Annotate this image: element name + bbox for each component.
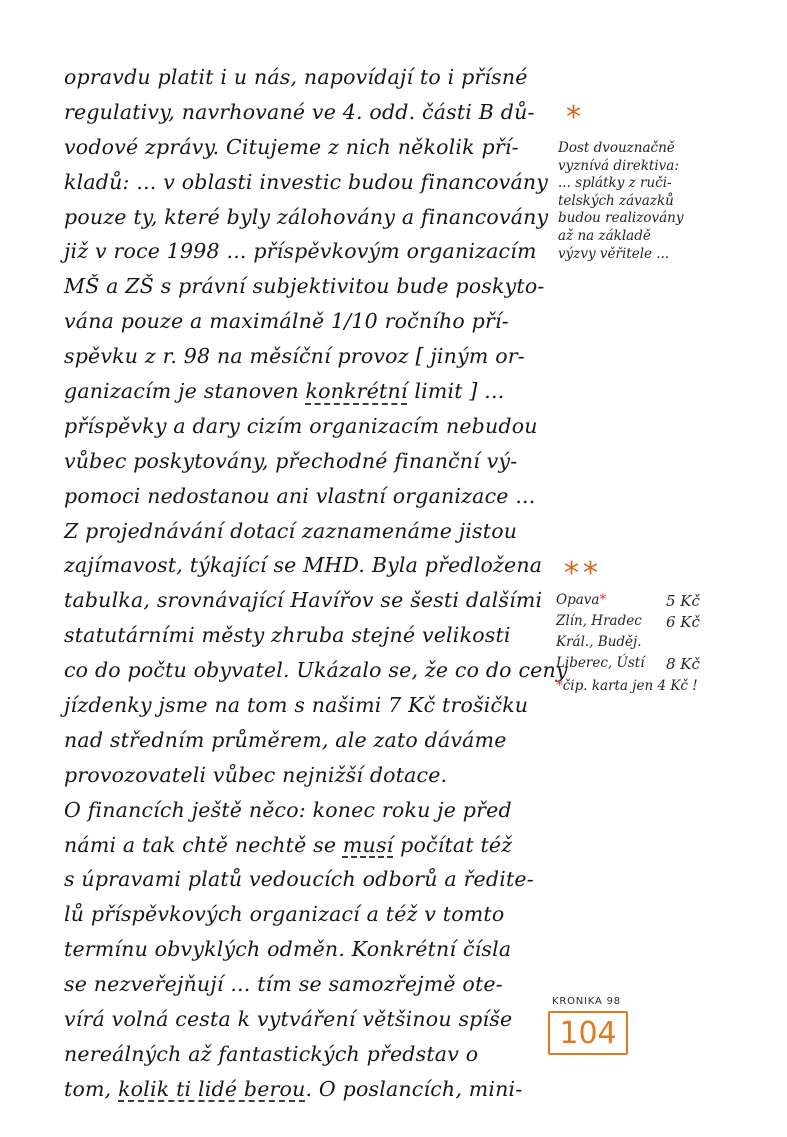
margin-note-fares	[556, 592, 781, 694]
fare-row	[556, 634, 781, 655]
fare-city: Král., Buděj.	[556, 634, 642, 650]
fare-price: 6 Kč	[666, 613, 700, 631]
fare-city: Opava	[556, 592, 600, 608]
text-line: lů příspěvkových organizací a též v tomto	[64, 902, 505, 927]
text-line: příspěvky a dary cizím organizacím nebudou	[64, 413, 538, 438]
text-line: s úpravami platů vedoucích odborů a ředite-	[64, 867, 534, 892]
fare-city: Liberec, Ústí	[556, 655, 645, 671]
text-line: vírá volná cesta k vytváření většinou spíše	[64, 1007, 513, 1032]
note-line: telských závazků	[558, 192, 674, 209]
text-line: MŠ a ZŠ s právní subjektivitou bude poskyto-	[64, 274, 545, 299]
footnote-marker-double: **	[564, 556, 602, 591]
text-line: regulativy, navrhované ve 4. odd. části B dů-	[64, 99, 535, 124]
main-text	[64, 60, 568, 1107]
text-line: se nezveřejňují ... tím se samozřejmě ote-	[64, 972, 503, 997]
text-line: zajímavost, týkající se MHD. Byla předložena	[64, 553, 543, 578]
text-fragment: . O poslancích, mini-	[305, 1076, 523, 1101]
text-line: vůbec poskytovány, přechodné finanční vý-	[64, 448, 518, 473]
note-line: ... splátky z ruči-	[558, 175, 672, 192]
text-line: pomoci nedostanou ani vlastní organizace ...	[64, 483, 536, 508]
text-fragment: ganizacím je stanoven	[64, 379, 299, 404]
text-line: termínu obvyklých odměn. Konkrétní čísla	[64, 937, 512, 962]
note-line: až na základě	[558, 227, 651, 244]
underlined-word: konkrétní	[305, 379, 408, 404]
text-line: opravdu platit i u nás, napovídají to i přísné	[64, 65, 528, 89]
text-fragment: námi a tak chtě nechtě se	[64, 832, 337, 857]
page-number-box	[548, 1011, 628, 1055]
text-line: jízdenky jsme na tom s našimi 7 Kč trošičku	[64, 693, 529, 718]
text-line: nereálných až fantastických představ o	[64, 1041, 479, 1066]
margin-note-directive	[558, 140, 778, 263]
underlined-phrase: kolik ti lidé berou	[118, 1076, 306, 1101]
text-line: vodové zprávy. Citujeme z nich několik pří-	[64, 134, 519, 159]
text-line	[64, 1072, 544, 1107]
text-line	[64, 374, 544, 409]
text-fragment: limit ] ...	[414, 379, 505, 404]
text-line: kladů: ... v oblasti investic budou financovány	[64, 169, 549, 194]
text-line: vána pouze a maximálně 1/10 ročního pří-	[64, 309, 509, 334]
footnote-marker-single: *	[566, 100, 583, 135]
text-line: provozovateli vůbec nejnižší dotace.	[64, 762, 448, 787]
fare-row	[556, 592, 781, 613]
text-line: již v roce 1998 ... příspěvkovým organizacím	[64, 239, 537, 264]
text-fragment: počítat též	[400, 832, 513, 857]
text-line: statutárními městy zhruba stejné velikosti	[64, 623, 511, 648]
chronicle-label: KRONIKA 98	[552, 996, 621, 1007]
text-line: pouze ty, které byly zálohovány a financovány	[64, 204, 549, 229]
fare-star: *	[556, 678, 563, 694]
text-line: co do počtu obyvatel. Ukázalo se, že co do ceny	[64, 658, 568, 683]
fare-star: *	[599, 592, 607, 608]
fare-footnote-text: čip. karta jen 4 Kč !	[562, 678, 698, 694]
fare-price: 5 Kč	[666, 592, 700, 610]
text-line	[64, 828, 544, 863]
text-line: Z projednávání dotací zaznamenáme jistou	[64, 518, 518, 543]
text-line: spěvku z r. 98 na měsíční provoz [ jiným or-	[64, 344, 525, 369]
fare-footnote	[556, 678, 781, 694]
page-footer	[548, 996, 638, 1055]
fare-price: 8 Kč	[666, 655, 700, 673]
text-fragment: tom,	[64, 1076, 112, 1101]
underlined-word: musí	[342, 832, 394, 857]
text-line: O financích ještě něco: konec roku je před	[64, 797, 512, 822]
note-line: výzvy věřitele ...	[558, 245, 670, 262]
note-line: vyznívá direktiva:	[558, 157, 679, 174]
text-line: nad středním průměrem, ale zato dáváme	[64, 727, 507, 752]
page-number: 104	[559, 1015, 617, 1051]
fare-row	[556, 613, 781, 634]
fare-city: Zlín, Hradec	[556, 613, 642, 629]
fare-row	[556, 655, 781, 676]
note-line: Dost dvouznačně	[558, 140, 675, 156]
note-line: budou realizovány	[558, 210, 684, 227]
text-line: tabulka, srovnávající Havířov se šesti dalšími	[64, 588, 543, 613]
